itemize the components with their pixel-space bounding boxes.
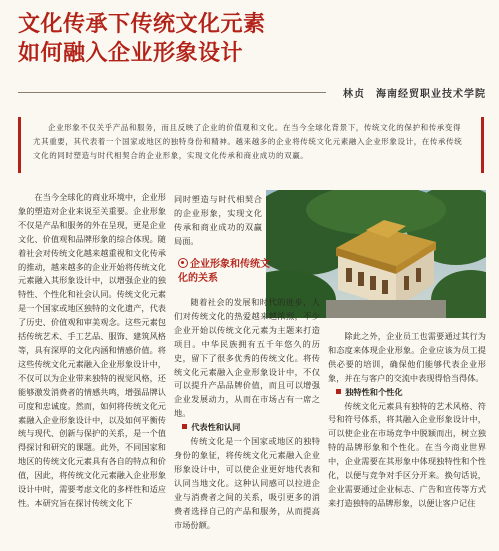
column-1 (18, 191, 166, 551)
author-divider (18, 92, 326, 93)
body-paragraph: 随着社会的发展和时代的进步，人们对传统文化的热爱越来越浓烈，不少企业开始以传统文化元素为主题来打造项目。中华民族拥有五千年悠久的历史，留下了很多优秀的传统文化。将传统文化元素融入企业形象设计中，不仅可以提升产品品牌价值，而且可以增强企业发展动力，从而在市场占有一席之地。 (174, 297, 320, 419)
column-3 (328, 330, 486, 551)
author-row (18, 85, 486, 101)
section-heading (178, 258, 270, 286)
title-line-1: 文化传承下传统文化元素 (18, 11, 266, 37)
section-heading-text: 企业形象和传统文化的关系 (178, 259, 270, 284)
subheading-representation (174, 421, 320, 435)
article-title (18, 10, 458, 68)
column-2-top (174, 193, 262, 245)
square-bullet-icon (336, 389, 341, 394)
body-paragraph: 除此之外，企业员工也需要通过其行为和态度来体现企业形象。企业应该为员工提供必要的培训，确保他们能够代表企业形象，并在与客户的交流中表现得恰当得体。 (328, 331, 486, 383)
subheading-text: 独特性和个性化 (345, 386, 403, 397)
column-2-bottom (174, 296, 320, 551)
body-paragraph: 同时塑造与时代相契合的企业形象，实现文化传承和商业成功的双赢局面。 (174, 194, 262, 245)
body-paragraph: 传统文化元素具有独特的艺术风格、符号和符号体系，将其融入企业形象设计中，可以使企业在市场竞争中脱颖而出，树立独特的品牌形象和个性化。在当今商业世界中，企业需要在其形象中体现独特性和个性化，以便与竞争对手区分开来。换句话说，企业需要通过企业标志、广告和宣传等方式来打造独特的品牌形象，以便让客户记住 (328, 400, 486, 508)
circle-bullet-icon (178, 258, 188, 268)
body-paragraph: 传统文化是一个国家或地区的独特身份的象征，将传统文化元素融入企业形象设计中，可以使企业更好地代表和认同当地文化。这种认同感可以拉进企业与消费者之间的关系，吸引更多的消费者选择自己的产品和服务，从而提高市场份额。 (174, 436, 320, 530)
subheading-uniqueness (328, 386, 486, 400)
square-bullet-icon (182, 424, 187, 429)
abstract-text: 企业形象不仅关乎产品和服务，而且反映了企业的价值观和文化。在当今全球化背景下，传统文化的保护和传承变得尤其重要，其代表着一个国家或地区的独特身份和精神。越来越多的企业将传统文化元素融入企业形象设计，在传承传统文化的同时塑造与时代相契合的企业形象，实现文化传承和商业成功的双赢。 (33, 123, 463, 160)
abstract-box (18, 117, 484, 173)
body-paragraph: 在当今全球化的商业环境中，企业形象的塑造对企业来说至关重要。企业形象不仅是产品和服务的外在呈现，更是企业文化、价值观和品牌形象的综合体现。随着社会对传统文化越来越重视和文化传承的推动，越来越多的企业开始将传统文化元素融入其形象设计中，以增强企业的独特性、个性化和社会认同。传统文化元素是一个国家或地区独特的文化遗产，代表了历史、价值观和审美观念。这些元素包括传统艺术、手工艺品、服饰、建筑风格等，具有深厚的文化内涵和情感价值。将这些传统文化元素融入企业形象设计中，不仅可以为企业带来独特的视觉风格，还能够激发消费者的情感共鸣，增强品牌认可度和忠诚度。然而，如何将传统文化元素融入企业形象设计中，以及如何平衡传统与现代、创新与保护的关系，是一个值得探讨和研究的课题。此外，不同国家和地区的传统文化元素具有各自的特点和价值，因此，将传统文化元素融入企业形象设计中时，需要考虑文化的多样性和适应性。本研究旨在探讨传统文化下 (18, 192, 166, 508)
author-affiliation: 林贞 海南经贸职业技术学院 (343, 89, 486, 100)
subheading-text: 代表性和认同 (191, 422, 241, 433)
title-line-2: 如何融入企业形象设计 (18, 40, 244, 66)
